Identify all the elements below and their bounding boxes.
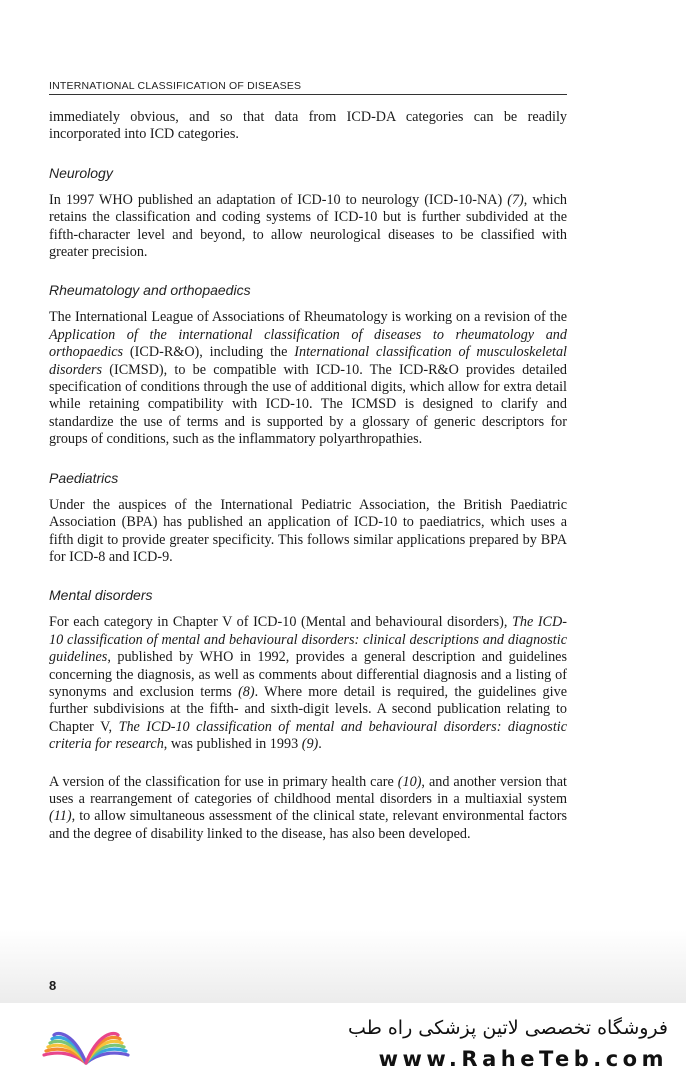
publication-title: International classification of musculoskeletal disorders bbox=[49, 344, 567, 378]
reference-7: (7) bbox=[507, 191, 524, 208]
mental-disorders-paragraph-2: A version of the classification for use in primary health care (10), and another version that uses a rearrangement of categories of childhood mental disorders in a multiaxial system (11), to allow simultaneous assessment of the clinical state, relevant environmental factors and the degree of disability linked to the disease, has also been developed. bbox=[49, 773, 567, 842]
intro-paragraph: immediately obvious, and so that data from ICD-DA categories can be readily incorporated into ICD categories. bbox=[49, 109, 567, 143]
rheumatology-paragraph: The International League of Associations of Rheumatology is working on a revision of the Application of the international classification of diseases to rheumatology and orthopaedics (ICD-R&O), including the International classification of musculoskeletal disorders (ICMSD), to be compatible with ICD-10. The ICD-R&O provides detailed specification of conditions through the use of additional digits, which allow for extra detail while retaining compatibility with ICD-10. The ICMSD is designed to clarify and standardize the use of terms and is supported by a glossary of generic descriptors for groups of conditions, such as the inflammatory polyarthropathies. bbox=[49, 309, 567, 448]
section-heading-mental-disorders: Mental disorders bbox=[49, 587, 153, 604]
open-book-rainbow-logo-icon bbox=[38, 1015, 134, 1069]
reference-9: (9) bbox=[301, 736, 319, 753]
publication-title: The ICD-10 classification of mental and behavioural disorders: clinical descriptions and diagnostic guidelines bbox=[49, 614, 567, 666]
page-body bbox=[49, 109, 567, 863]
section-heading-paediatrics: Paediatrics bbox=[49, 469, 119, 486]
reference-10: (10) bbox=[397, 773, 422, 790]
reference-11: (11) bbox=[49, 808, 72, 825]
reference-8: (8) bbox=[238, 683, 255, 700]
page-number: 8 bbox=[49, 978, 57, 993]
paediatrics-paragraph: Under the auspices of the International Pediatric Association, the British Paediatric Association (BPA) has published an application of ICD-10 to paediatrics, which uses a fifth digit to provide greater specificity. This follows similar applications prepared by BPA for ICD-8 and ICD-9. bbox=[49, 496, 567, 565]
running-header: INTERNATIONAL CLASSIFICATION OF DISEASES bbox=[49, 80, 567, 95]
store-footer-banner bbox=[0, 1003, 686, 1079]
publication-title: Application of the international classification of diseases to rheumatology and orthopaedics bbox=[49, 326, 567, 361]
publication-title: The ICD-10 classification of mental and behavioural disorders: diagnostic criteria for research bbox=[49, 718, 567, 753]
section-heading-rheumatology: Rheumatology and orthopaedics bbox=[49, 282, 251, 299]
section-heading-neurology: Neurology bbox=[49, 164, 113, 181]
store-name: فروشگاه تخصصی لاتین پزشکی راه طب bbox=[348, 1017, 668, 1039]
mental-disorders-paragraph-1: For each category in Chapter V of ICD-10 (Mental and behavioural disorders), The ICD-10 classification of mental and behavioural disorders: clinical descriptions and diagnostic guidelines, published by WHO in 1992, provides a general description and guidelines concerning the diagnosis, as well as comments about differential diagnosis and a listing of synonyms and exclusion terms (8). Where more detail is required, the guidelines give further subdivisions at the fifth- and sixth-digit levels. A second publication relating to Chapter V, The ICD-10 classification of mental and behavioural disorders: diagnostic criteria for research, was published in 1993 (9). bbox=[49, 614, 567, 753]
store-url[interactable]: www.RaheTeb.com bbox=[378, 1047, 668, 1071]
neurology-paragraph: In 1997 WHO published an adaptation of ICD-10 to neurology (ICD-10-NA) (7), which retains the classification and coding systems of ICD-10 but is further subdivided at the fifth-character level and beyond, to allow neurological diseases to be classified with greater precision. bbox=[49, 191, 567, 261]
